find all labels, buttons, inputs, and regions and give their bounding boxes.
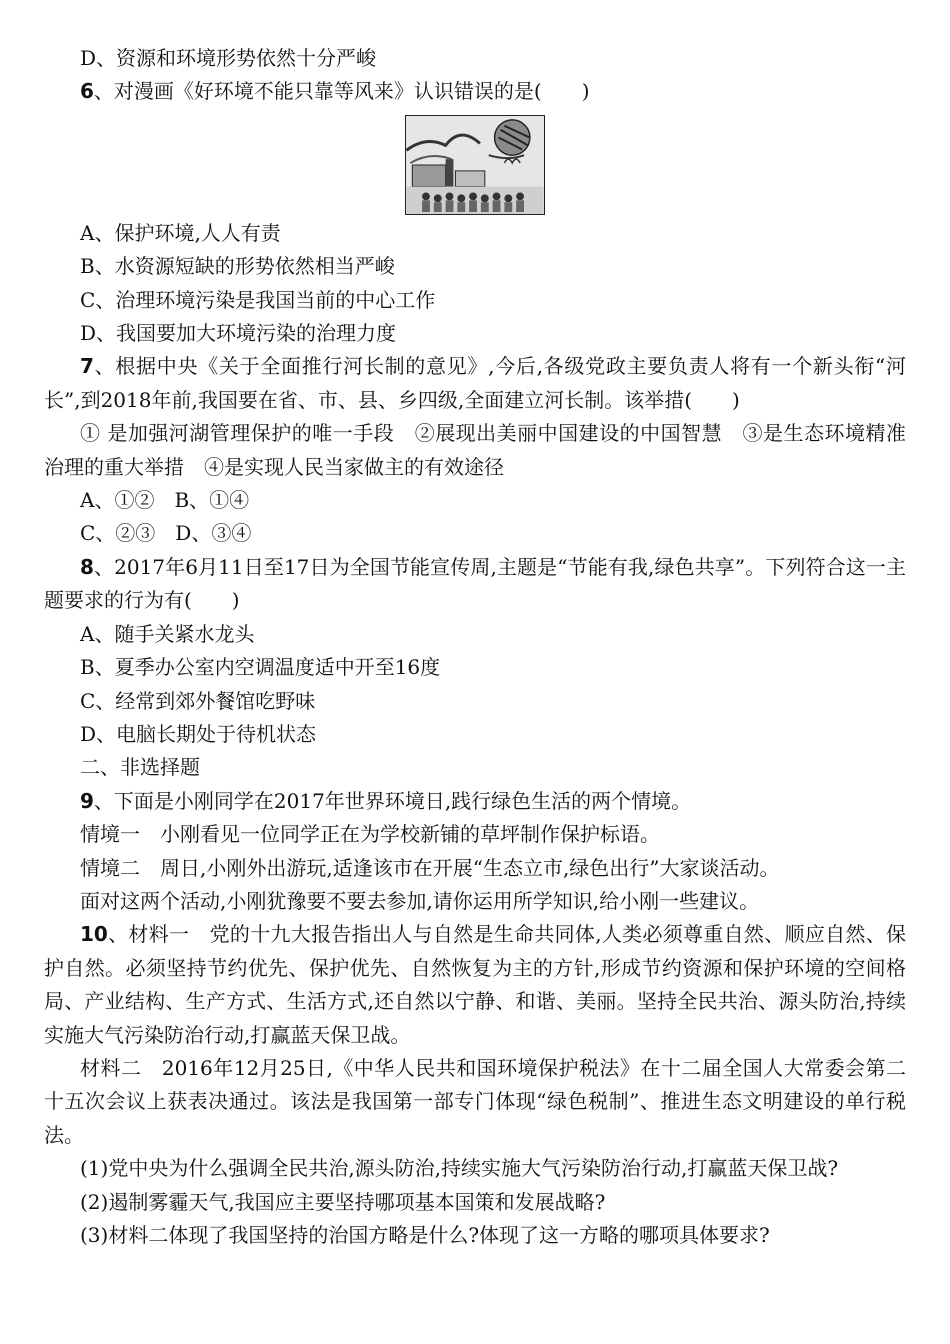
cartoon-image: [405, 115, 545, 215]
q7-options-row1: A、①② B、①④: [80, 488, 250, 513]
q6-option-b: B、水资源短缺的形势依然相当严峻: [80, 254, 395, 279]
section-heading: 二、非选择题: [80, 755, 200, 780]
q6-stem: [44, 75, 906, 108]
q8-option-c: C、经常到郊外餐馆吃野味: [80, 688, 316, 713]
q8-number: 8: [80, 554, 94, 579]
q8-option-b: B、夏季办公室内空调温度适中开至16度: [80, 655, 441, 680]
q7-stem-text: 、根据中央《关于全面推行河长制的意见》,今后,各级党政主要负责人将有一个新头衔“河长”,到2018年前,我国要在省、市、县、乡四级,全面建立河长制。该举措( ): [44, 354, 906, 412]
q7-stem: [44, 350, 906, 417]
q9-number: 9: [80, 788, 94, 813]
q9-ask: 面对这两个活动,小刚犹豫要不要去参加,请你运用所学知识,给小刚一些建议。: [80, 888, 760, 913]
q7-options-row2: C、②③ D、③④: [80, 521, 252, 546]
q10-material1: [44, 918, 906, 1052]
q8-option-d: D、电脑长期处于待机状态: [80, 721, 317, 746]
q10-material1-text: 、材料一 党的十九大报告指出人与自然是生命共同体,人类必须尊重自然、顺应自然、保护自然。必须坚持节约优先、保护优先、自然恢复为主的方针,形成节约资源和保护环境的空间格局、产业结构、生产方式、生活方式,还自然以宁静、和谐、美丽。坚持全民共治、源头防治,持续实施大气污染防治行动,打赢蓝天保卫战。: [44, 922, 906, 1047]
q10-sub2: (2)遏制雾霾天气,我国应主要坚持哪项基本国策和发展战略?: [80, 1189, 606, 1214]
q10-sub3: (3)材料二体现了我国坚持的治国方略是什么?体现了这一方略的哪项具体要求?: [80, 1223, 770, 1247]
q10-sub1: (1)党中央为什么强调全民共治,源头防治,持续实施大气污染防治行动,打赢蓝天保卫战?: [80, 1156, 839, 1181]
q9-scene2: 情境二 周日,小刚外出游玩,适逢该市在开展“生态立市,绿色出行”大家谈活动。: [80, 855, 780, 880]
q6-stem-text: 、对漫画《好环境不能只靠等风来》认识错误的是( ): [93, 79, 590, 104]
q6-number: 6: [80, 79, 94, 104]
q10-material2: 材料二 2016年12月25日,《中华人民共和国环境保护税法》在十二届全国人大常委会第二十五次会议上获表决通过。该法是我国第一部专门体现“绿色税制”、推进生态文明建设的单行税法。: [44, 1055, 906, 1147]
q6-option-d: D、我国要加大环境污染的治理力度: [80, 321, 397, 346]
q8-stem-text: 、2017年6月11日至17日为全国节能宣传周,主题是“节能有我,绿色共享”。下列符合这一主题要求的行为有( ): [44, 554, 906, 613]
q8-option-a: A、随手关紧水龙头: [80, 621, 255, 646]
cartoon-illustration-icon: [406, 116, 544, 214]
q5-option-d: D、资源和环境形势依然十分严峻: [80, 46, 377, 70]
q6-option-a: A、保护环境,人人有责: [80, 220, 281, 245]
q9-scene1: 情境一 小刚看见一位同学正在为学校新铺的草坪制作保护标语。: [80, 822, 660, 847]
q10-number: 10: [80, 922, 108, 947]
q8-stem: [44, 551, 906, 618]
q6-figure: [44, 115, 906, 215]
q6-option-c: C、治理环境污染是我国当前的中心工作: [80, 287, 436, 312]
q7-statements: ① 是加强河湖管理保护的唯一手段 ②展现出美丽中国建设的中国智慧 ③是生态环境精准治理的重大举措 ④是实现人民当家做主的有效途径: [44, 421, 906, 479]
q9-stem: [44, 785, 906, 818]
q7-number: 7: [80, 354, 94, 379]
q9-stem-text: 、下面是小刚同学在2017年世界环境日,践行绿色生活的两个情境。: [93, 788, 692, 813]
